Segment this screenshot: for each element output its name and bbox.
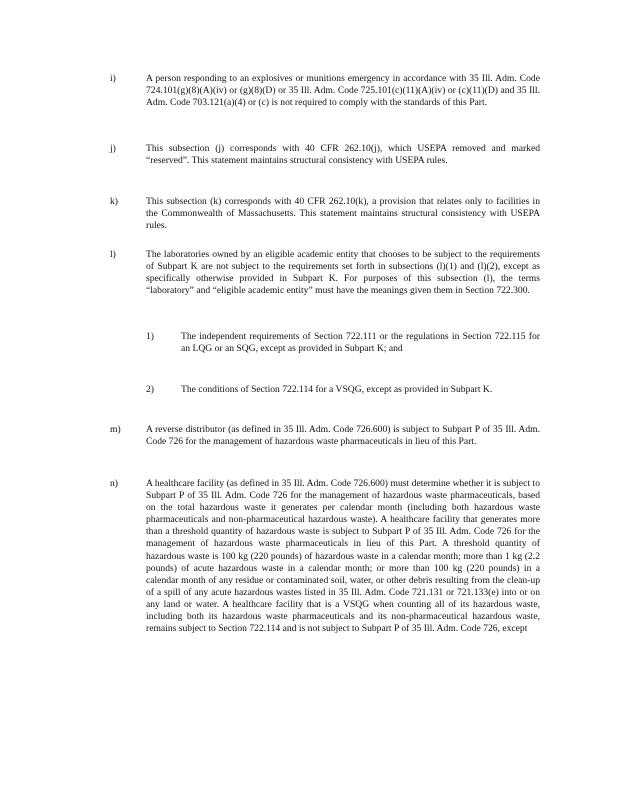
paragraph-label: l) <box>110 249 116 260</box>
subparagraph-text: The independent requirements of Section 722.111 or the regulations in Section 722.115 for an LQG or an SQG, except as provided in Subpart K; and <box>181 331 540 355</box>
subparagraph-label: 2) <box>146 384 154 395</box>
subparagraph-text: The conditions of Section 722.114 for a VSQG, except as provided in Subpart K. <box>181 384 493 395</box>
paragraph-text: A healthcare facility (as defined in 35 Ill. Adm. Code 726.600) must determine whether it is subject to Subpart P of 35 Ill. Adm. Code 726 for the management of hazardous waste pharmaceuticals, based on the total hazardous waste it generates per calendar month (including both hazardous waste pharmaceuticals and non-pharmaceutical hazardous waste). A healthcare facility that generates more than a threshold quantity of hazardous waste is subject to Subpart P of 35 Ill. Adm. Code 726 for the management of hazardous waste pharmaceuticals in lieu of this Part. A threshold quantity of hazardous waste is 100 kg (220 pounds) of hazardous waste in a calendar month; more than 1 kg (2.2 pounds) of acute hazardous waste in a calendar month; or more than 100 kg (220 pounds) in a calendar month of any residue or contaminated soil, water, or other debris resulting from the clean-up of a spill of any acute hazardous wastes listed in 35 Ill. Adm. Code 721.131 or 721.133(e) into or on any land or water. A healthcare facility that is a VSQG when counting all of its hazardous waste, including both its hazardous waste pharmaceuticals and its non-pharmaceutical hazardous waste, remains subject to Section 722.114 and is not subject to Subpart P of 35 Ill. Adm. Code 726, except <box>146 478 540 635</box>
paragraph-text: This subsection (j) corresponds with 40 CFR 262.10(j), which USEPA removed and marked “reserved”. This statement maintains structural consistency with USEPA rules. <box>146 143 540 167</box>
paragraph-label: j) <box>110 143 116 154</box>
paragraph-text: This subsection (k) corresponds with 40 CFR 262.10(k), a provision that relates only to facilities in the Commonwealth of Massachusetts. This statement maintains structural consistency with USEPA rules. <box>146 196 540 232</box>
paragraph-label: m) <box>110 424 121 435</box>
subparagraph-label: 1) <box>146 331 154 342</box>
paragraph-label: n) <box>110 478 118 489</box>
paragraph-text: A person responding to an explosives or munitions emergency in accordance with 35 Ill. Adm. Code 724.101(g)(8)(A)(iv) or (g)(8)(D) or 35 Ill. Adm. Code 725.101(c)(11)(A)(iv) or (c)(11)(D) and 35 Ill. Adm. Code 703.121(a)(4) or (c) is not required to comply with the standards of this Part. <box>146 73 540 109</box>
paragraph-text: A reverse distributor (as defined in 35 Ill. Adm. Code 726.600) is subject to Subpart P of 35 Ill. Adm. Code 726 for the management of hazardous waste pharmaceuticals in lieu of this Part. <box>146 424 540 448</box>
paragraph-label: i) <box>110 73 116 84</box>
paragraph-label: k) <box>110 196 118 207</box>
paragraph-text: The laboratories owned by an eligible academic entity that chooses to be subject to the requirements of Subpart K are not subject to the requirements set forth in subsections (l)(1) and (l)(2), except as specifically otherwise provided in Subpart K. For purposes of this subsection (l), the terms “laboratory” and “eligible academic entity” must have the meanings given them in Section 722.300. <box>146 249 540 297</box>
